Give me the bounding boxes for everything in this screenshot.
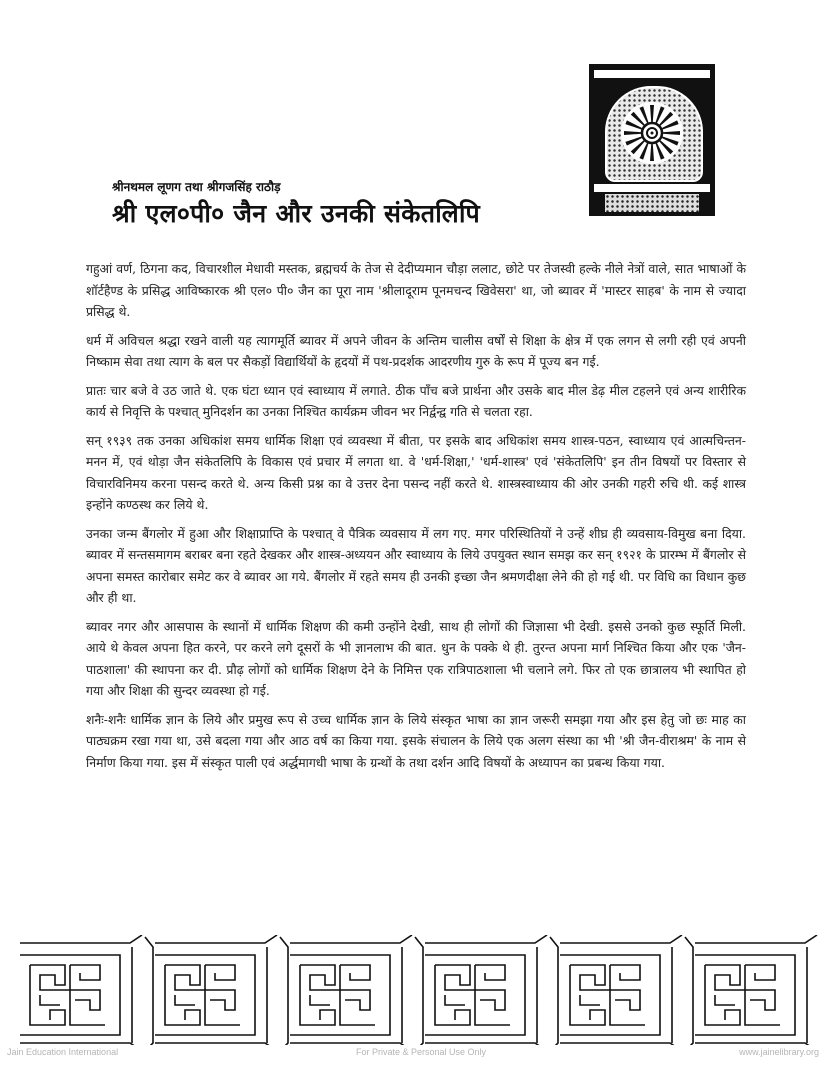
emblem-top-band [594, 70, 710, 78]
footer-usage-note: For Private & Personal Use Only [356, 1047, 487, 1057]
article-title: श्री एल०पी० जैन और उनकी संकेतलिपि [112, 199, 480, 228]
dharma-chakra-emblem [589, 64, 715, 216]
swastika-meander-border [20, 935, 828, 1045]
wheel-icon [621, 102, 683, 164]
emblem-bottom-band [594, 184, 710, 192]
footer-website-link[interactable]: www.jainelibrary.org [739, 1047, 819, 1057]
paragraph: उनका जन्म बैंगलोर में हुआ और शिक्षाप्राप्ति के पश्चात् वे पैत्रिक व्यवसाय में लग गए. मगर परिस्थितियों ने उन्हें शीघ्र ही व्यवसाय-विमुख बना दिया. ब्यावर में सन्तसमागम बराबर बना रहते देखकर और शास्त्र-अध्ययन और स्वाध्याय के लिये उपयुक्त स्थान समझ कर सन् १९२१ के प्रारम्भ में बैंगलोर से अपना समस्त कारोबार समेट कर वे ब्यावर आ गये. बैंगलोर में रहते समय ही उनकी इच्छा जैन श्रमणदीक्षा लेने की हो गई थी. पर विधि का विधान कुछ और ही था. [86, 525, 746, 605]
author-byline: श्रीनथमल लूणग तथा श्रीगजसिंह राठौड़ [112, 180, 281, 194]
article-body [86, 258, 746, 780]
footer-publisher: Jain Education International [7, 1047, 119, 1057]
paragraph: ब्यावर नगर और आसपास के स्थानों में धार्मिक शिक्षण की कमी उन्होंने देखी, साथ ही लोगों की जिज्ञासा भी देखी. इससे उनको कुछ स्फूर्ति मिली. आये थे केवल अपना हित करने, पर करने लगे दूसरों के भी ज्ञानलाभ की बात. धुन के पक्के थे ही. तुरन्त अपना मार्ग निश्चित किया और एक 'जैन-पाठशाला' की स्थापना कर दी. प्रौढ़ लोगों को धार्मिक शिक्षण देने के निमित्त एक रात्रिपाठशाला भी चलाने लगे. फिर तो एक छात्रालय भी स्थापित हो गया और शिक्षा की सुन्दर व्यवस्था हो गई. [86, 618, 746, 698]
emblem-base [605, 194, 699, 212]
paragraph: धर्म में अविचल श्रद्धा रखने वाली यह त्यागमूर्ति ब्यावर में अपने जीवन के अन्तिम चालीस वर्षों से शिक्षा के क्षेत्र में एक लगन से लगी रही एवं अपनी निष्काम सेवा तथा त्याग के बल पर सैकड़ों विद्यार्थियों के हृदयों में पथ-प्रदर्शक आदरणीय गुरु के रूप में पूज्य बन गई. [86, 332, 746, 369]
paragraph: सन् १९३९ तक उनका अधिकांश समय धार्मिक शिक्षा एवं व्यवस्था में बीता, पर इसके बाद अधिकांश समय शास्त्र-पठन, स्वाध्याय एवं आत्मचिन्तन-मनन में, एवं थोड़ा जैन संकेतलिपि के विकास एवं प्रचार में लगता था. वे 'धर्म-शिक्षा,' 'धर्म-शास्त्र' एवं 'संकेतलिपि' इन तीन विषयों पर विस्तार से विचारविनिमय करना पसन्द करते थे. अन्य किसी प्रश्न का वे उत्तर देना पसन्द नहीं करते थे. शास्त्रस्वाध्याय की ओर उनकी गहरी रुचि थी. कई शास्त्र इन्होंने कण्ठस्थ कर लिये थे. [86, 432, 746, 512]
paragraph: प्रातः चार बजे वे उठ जाते थे. एक घंटा ध्यान एवं स्वाध्याय में लगाते. ठीक पाँच बजे प्रार्थना और उसके बाद मील डेढ़ मील टहलने एवं अन्य शारीरिक कार्य से निवृत्ति के पश्चात् मुनिदर्शन का उनका निश्चित कार्यक्रम जीवन भर निर्द्वन्द्व गति से चलता रहा. [86, 382, 746, 419]
paragraph: शनैः-शनैः धार्मिक ज्ञान के लिये और प्रमुख रूप से उच्च धार्मिक ज्ञान के लिये संस्कृत भाषा का ज्ञान जरूरी समझा गया और इस हेतु जो छः माह का पाठ्यक्रम रखा गया था, उसे बदला गया और आठ वर्ष का किया गया. इसके संचालन के लिये एक अलग संस्था का भी 'श्री जैन-वीराश्रम' के नाम से निर्माण किया गया. इस में संस्कृत पाली एवं अर्द्धमागधी भाषा के ग्रन्थों के तथा दर्शन आदि विषयों के अध्यापन का प्रबन्ध किया गया. [86, 711, 746, 770]
paragraph: गहुआं वर्ण, ठिगना कद, विचारशील मेधावी मस्तक, ब्रह्मचर्य के तेज से देदीप्यमान चौड़ा ललाट, छोटे पर तेजस्वी हल्के नीले नेत्रों वाले, सात भाषाओं के शॉर्टहैण्ड के प्रसिद्ध आविष्कारक श्री एल० पी० जैन का पूरा नाम 'श्रीलादूराम पूनमचन्द खिवेसरा' था, जो ब्यावर में 'मास्टर साहब' के नाम से ज्यादा प्रसिद्ध थे. [86, 261, 746, 319]
